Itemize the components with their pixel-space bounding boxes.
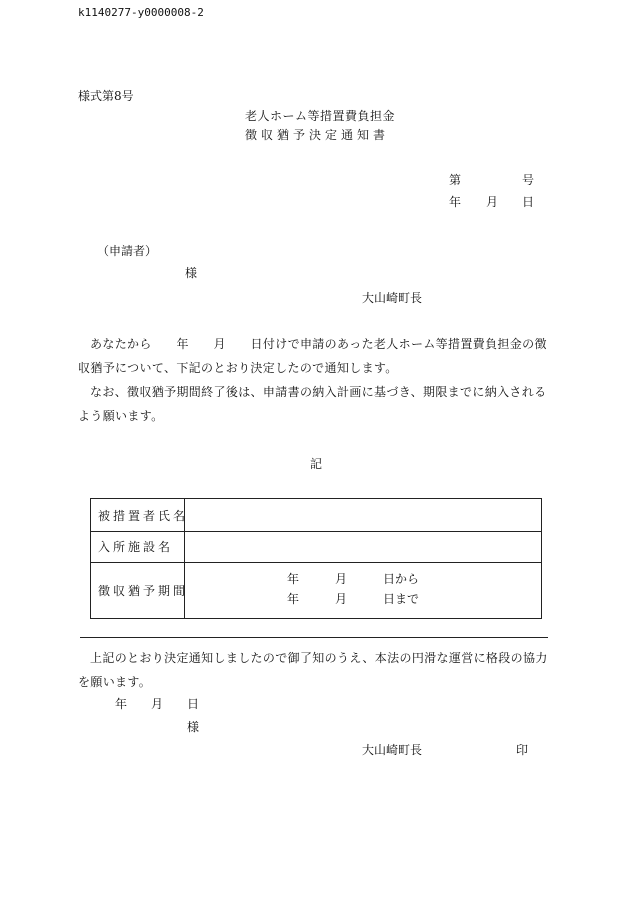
table-row [91,531,541,563]
period-to-year: 年 [287,592,300,606]
person-name-label: 被措置者氏名 [91,499,185,531]
bottom-addressee-suffix: 様 [187,720,200,734]
date-month: 月 [486,195,499,209]
bottom-date-year: 年 [115,697,128,711]
period-to-day: 日まで [383,592,420,606]
facility-name-label: 入所施設名 [91,531,185,562]
facility-name-value [185,531,541,562]
issuer-name: 大山崎町長 [362,291,423,305]
date-day: 日 [522,195,535,209]
ki-label: 記 [310,457,323,471]
divider-line [80,637,548,638]
table-row [91,562,541,618]
period-from-month: 月 [335,572,348,586]
number-suffix: 号 [522,173,535,187]
applicant-label: （申請者） [97,244,158,258]
period-from-day: 日から [383,572,420,586]
table-row [91,499,541,532]
person-name-value [185,499,541,531]
period-to-month: 月 [335,592,348,606]
body-paragraph-1: あなたから 年 月 日付けで申請のあった老人ホーム等措置費負担金の徴収猶予について、下記のとおり決定したので通知します。 [78,337,547,375]
number-prefix: 第 [449,173,462,187]
title-line-2: 徴収猶予決定通知書 [245,128,390,142]
period-value [185,562,541,618]
period-from-year: 年 [287,572,300,586]
bottom-issuer-name: 大山崎町長 [362,743,423,757]
title-line-1: 老人ホーム等措置費負担金 [245,109,396,123]
bottom-date-month: 月 [151,697,164,711]
seal-mark: 印 [516,743,529,757]
bottom-paragraph: 上記のとおり決定通知しましたので御了知のうえ、本法の円滑な運営に格段の協力を願います。 [78,651,548,689]
bottom-date-day: 日 [187,697,200,711]
period-label: 徴収猶予期間 [91,562,185,618]
addressee-suffix: 様 [185,266,198,280]
body-paragraph-2: なお、徴収猶予期間終了後は、申請書の納入計画に基づき、期限までに納入されるよう願います。 [78,385,547,423]
date-year: 年 [449,195,462,209]
form-number: 様式第8号 [78,89,134,103]
details-table [90,498,542,619]
document-id: k1140277-y0000008-2 [78,6,204,19]
